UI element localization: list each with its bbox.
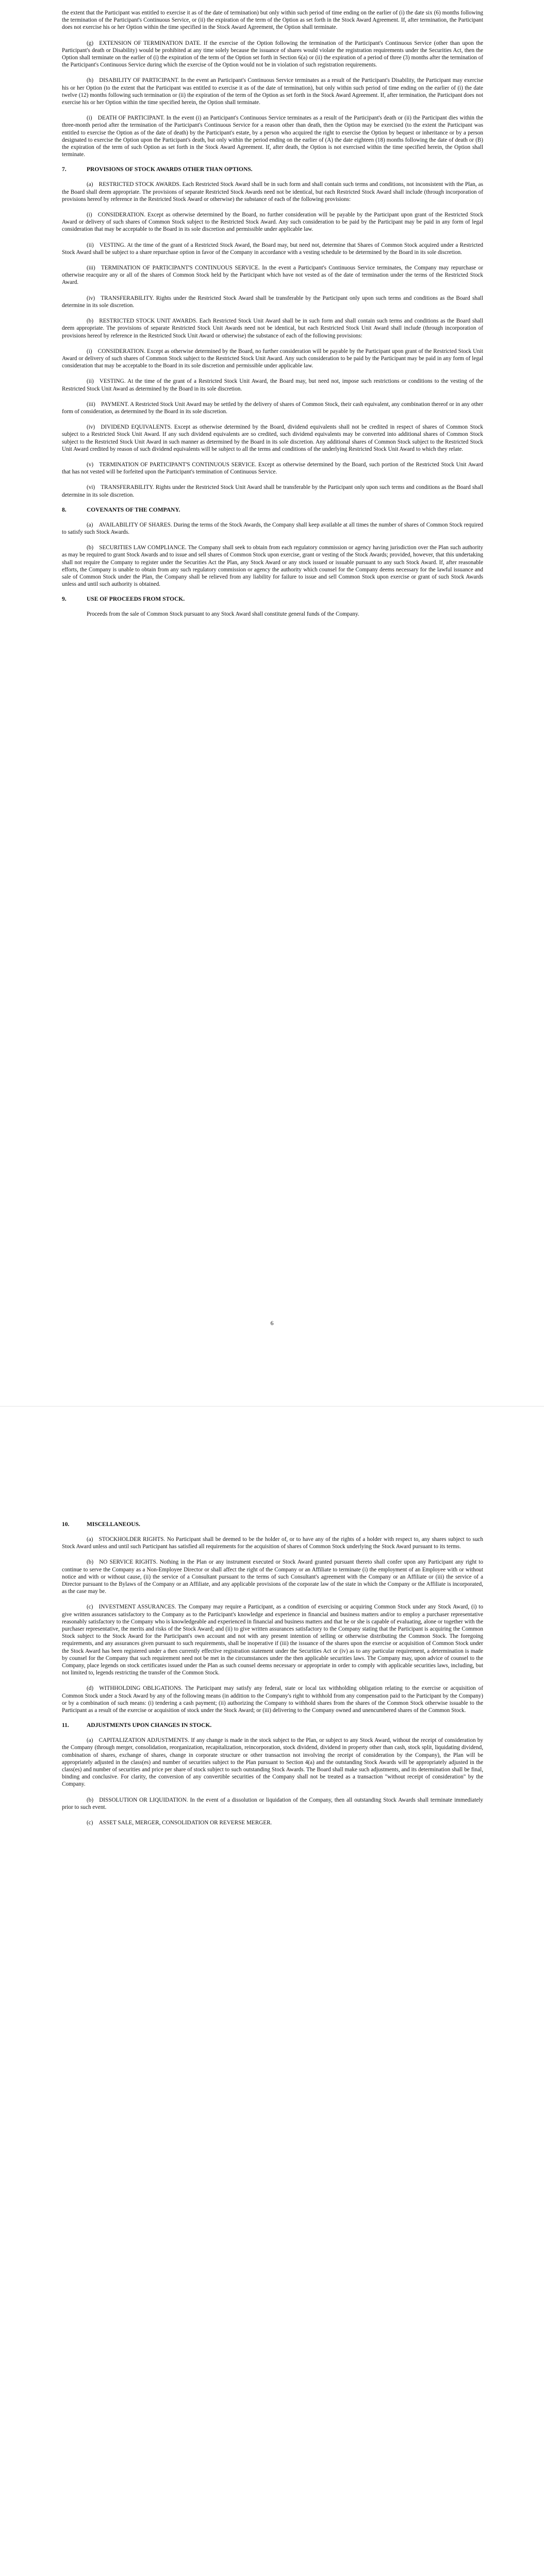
paragraph: (h) DISABILITY OF PARTICIPANT. In the event an Participant's Continuous Service terminates as a result of the Participant's Disability, the Participant may exercise his or her Option (to the extent that the Participant was entitled to exercise it as of the date of termination), but only within such period of time ending on the earlier of (i) the date twelve (12) months following such termination or (ii) the expiration of the term of the Option as set forth in the Stock Award Agreement. If, after termination, the Participant does not exercise his or her Option within the time specified herein, the Option shall terminate.: [62, 77, 483, 106]
paragraph: Proceeds from the sale of Common Stock pursuant to any Stock Award shall constitute general funds of the Company.: [87, 611, 359, 618]
paragraph: (i) DEATH OF PARTICIPANT. In the event (i) an Participant's Continuous Service terminates as a result of the Participant's death or (ii) the Participant dies within the three-month period after the termination of the Participant's Continuous Service for a reason other than death, then the Option may be exercised (to the extent the Participant was entitled to exercise the Option as of the date of death) by the Participant's estate, by a person who acquired the right to exercise the Option by bequest or inheritance or by a person designated to exercise the Option upon the Participant's death, but only within the period ending on the earlier of (A) the date eighteen (18) months following the date of death or (B) the expiration of the term of such Option as set forth in the Stock Award Agreement. If, after death, the Option is not exercised within the time specified herein, the Option shall terminate.: [62, 115, 483, 158]
paragraph: (a) CAPITALIZATION ADJUSTMENTS. If any change is made in the stock subject to the Plan, or subject to any Stock Award, without the receipt of consideration by the Company (through merger, consolidation, reorganization, recapitalization, reincorporation, stock dividend, dividend in property other than cash, stock split, liquidating dividend, combination of shares, exchange of shares, change in corporate structure or other transaction not involving the receipt of consideration by the Company), the Plan will be appropriately adjusted in the class(es) and number of securities subject to the Plan pursuant to Section 4(a) and the outstanding Stock Awards will be appropriately adjusted in the class(es) and number of securities and price per share of stock subject to such outstanding Stock Awards. The Board shall make such adjustments, and its determination shall be final, binding and conclusive. For clarity, the conversion of any convertible securities of the Company shall not be treated as a transaction "without receipt of consideration" by the Company.: [62, 1737, 483, 1788]
section-heading: [62, 1722, 483, 1728]
paragraph: (a) AVAILABILITY OF SHARES. During the terms of the Stock Awards, the Company shall keep available at all times the number of shares of Common Stock required to satisfy such Stock Awards.: [62, 521, 483, 535]
section-number: 10.: [62, 1521, 70, 1528]
section-title: ADJUSTMENTS UPON CHANGES IN STOCK.: [87, 1722, 212, 1729]
paragraph: (iv) TRANSFERABILITY. Rights under the Restricted Stock Award shall be transferable by the Participant only upon such terms and conditions as the Board shall determine in its sole discretion.: [62, 295, 483, 309]
section-heading: [62, 1521, 483, 1528]
section-heading: [62, 507, 483, 513]
paragraph: (b) NO SERVICE RIGHTS. Nothing in the Plan or any instrument executed or Stock Award granted pursuant thereto shall confer upon any Participant any right to continue to serve the Company as a Non-Employee Director or shall affect the right of the Company or an Affiliate to terminate (i) the employment of an Employee with or without notice and with or without cause, (ii) the service of a Consultant pursuant to the terms of such Consultant's agreement with the Company or an Affiliate or (iii) the service of a Director pursuant to the Bylaws of the Company or an Affiliate, and any applicable provisions of the corporate law of the state in which the Company or the Affiliate is incorporated, as the case may be.: [62, 1559, 483, 1595]
section-heading: [62, 166, 483, 173]
paragraph: (a) STOCKHOLDER RIGHTS. No Participant shall be deemed to be the holder of, or to have any of the rights of a holder with respect to, any shares subject to such Stock Award unless and until such Participant has satisfied all requirements for the acquisition of shares of Common Stock underlying the Stock Award pursuant to its terms.: [62, 1536, 483, 1550]
page-7-body: [62, 1517, 483, 1835]
paragraph: (c) ASSET SALE, MERGER, CONSOLIDATION OR REVERSE MERGER.: [87, 1820, 272, 1826]
paragraph: (v) TERMINATION OF PARTICIPANT'S CONTINUOUS SERVICE. Except as otherwise determined by the Board, such portion of the Restricted Stock Unit Award that has not vested will be forfeited upon the Participant's termination of Continuous Service.: [62, 461, 483, 476]
paragraph: (b) RESTRICTED STOCK UNIT AWARDS. Each Restricted Stock Unit Award shall be in such form and shall contain such terms and conditions as the Board shall deem appropriate. The provisions of separate Restricted Stock Unit Awards need not be identical, but each Restricted Stock Unit Award shall include (through incorporation of provisions hereof by reference in the Restricted Stock Unit Award or otherwise) the substance of each of the following provisions:: [62, 318, 483, 339]
section-number: 8.: [62, 506, 67, 513]
paragraph: (g) EXTENSION OF TERMINATION DATE. If the exercise of the Option following the termination of the Participant's Continuous Service (other than upon the Participant's death or Disability) would be prohibited at any time solely because the issuance of shares would violate the registration requirements under the Securities Act, then the Option shall terminate on the earlier of (i) the expiration of the term of the Option set forth in Section 6(a) or (ii) the expiration of a period of three (3) months after the termination of the Participant's Continuous Service during which the exercise of the Option would not be in violation of such registration requirements.: [62, 40, 483, 69]
paragraph: (iii) PAYMENT. A Restricted Stock Unit Award may be settled by the delivery of shares of Common Stock, their cash equivalent, any combination thereof or in any other form of consideration, as determined by the Board in its sole discretion.: [62, 401, 483, 415]
section-number: 7.: [62, 166, 67, 173]
paragraph: the extent that the Participant was entitled to exercise it as of the date of termination) but only within such period of time ending on the earlier of (i) the date six (6) months following the termination of the Participant's Continuous Service, or (ii) the expiration of the term of the Option as set forth in the Stock Award Agreement. If, after termination, the Participant does not exercise his or her Option within the time specified in the Stock Award Agreement, the Option shall terminate.: [62, 10, 483, 31]
paragraph: (iv) DIVIDEND EQUIVALENTS. Except as otherwise determined by the Board, dividend equivalents shall not be credited in respect of shares of Common Stock subject to a Restricted Stock Unit Award. If any such dividend equivalents are so credited, such dividend equivalents may be converted into additional shares of Common Stock subject to the Restricted Stock Unit Award in such manner as determined by the Board in its sole discretion. Any additional shares of Common Stock subject to the Restricted Stock Unit Award credited by reason of such dividend equivalents will be subject to all the terms and conditions of the underlying Restricted Stock Unit Award to which they relate.: [62, 424, 483, 452]
paragraph: (d) WITHHOLDING OBLIGATIONS. The Participant may satisfy any federal, state or local tax withholding obligation relating to the exercise or acquisition of Common Stock under a Stock Award by any of the following means (in addition to the Company's right to withhold from any compensation paid to the Participant by the Company) or by a combination of such means: (i) tendering a cash payment; (ii) authorizing the Company to withhold shares from the shares of the Common Stock otherwise issuable to the Participant as a result of the exercise or acquisition of stock under the Stock Award; or (iii) delivering to the Company owned and unencumbered shares of the Common Stock.: [62, 1685, 483, 1714]
paragraph: (ii) VESTING. At the time of the grant of a Restricted Stock Unit Award, the Board may, but need not, impose such restrictions or conditions to the vesting of the Restricted Stock Unit Award as determined by the Board in its sole discretion.: [62, 378, 483, 392]
paragraph: (b) DISSOLUTION OR LIQUIDATION. In the event of a dissolution or liquidation of the Company, then all outstanding Stock Awards shall terminate immediately prior to such event.: [62, 1797, 483, 1810]
paragraph: (iii) TERMINATION OF PARTICIPANT'S CONTINUOUS SERVICE. In the event a Participant's Continuous Service terminates, the Company may repurchase or otherwise reacquire any or all of the shares of Common Stock held by the Participant which have not vested as of the date of termination under the terms of the Restricted Stock Award.: [62, 265, 483, 286]
section-title: PROVISIONS OF STOCK AWARDS OTHER THAN OPTIONS.: [87, 166, 253, 173]
paragraph: (b) SECURITIES LAW COMPLIANCE. The Company shall seek to obtain from each regulatory commission or agency having jurisdiction over the Plan such authority as may be required to grant Stock Awards and to issue and sell shares of Common Stock upon exercise, grant or vesting of the Stock Awards; provided, however, that this undertaking shall not require the Company to register under the Securities Act the Plan, any Stock Award or any stock issued or issuable pursuant to any such Stock Award. If, after reasonable efforts, the Company is unable to obtain from any such regulatory commission or agency the authority which counsel for the Company deems necessary for the lawful issuance and sale of Common Stock under the Plan, the Company shall be relieved from any liability for failure to issue and sell Common Stock upon exercise or grant of such Stock Awards unless and until such authority is obtained.: [62, 545, 483, 588]
section-number: 9.: [62, 596, 67, 603]
section-title: MISCELLANEOUS.: [87, 1521, 140, 1528]
section-title: COVENANTS OF THE COMPANY.: [87, 506, 180, 513]
paragraph: (a) RESTRICTED STOCK AWARDS. Each Restricted Stock Award shall be in such form and shall contain such terms and conditions, not inconsistent with the Plan, as the Board shall deem appropriate. The provisions of separate Restricted Stock Awards need not be identical, but each Restricted Stock Award shall include (through incorporation of provisions hereof by reference in the Restricted Stock Award or otherwise) the substance of each of the following provisions:: [62, 181, 483, 202]
section-heading: [62, 596, 483, 602]
page-6-body: [62, 9, 483, 626]
paragraph: (vi) TRANSFERABILITY. Rights under the Restricted Stock Unit Award shall be transferable by the Participant only upon such terms and conditions as the Board shall determine in its sole discretion.: [62, 484, 483, 498]
section-number: 11.: [62, 1722, 69, 1729]
paragraph: (ii) VESTING. At the time of the grant of a Restricted Stock Award, the Board may, but need not, determine that Shares of Common Stock acquired under a Restricted Stock Award shall be subject to a share repurchase option in favor of the Company in accordance with a vesting schedule to be determined by the Board in its sole discretion.: [62, 242, 483, 256]
paragraph: (i) CONSIDERATION. Except as otherwise determined by the Board, no further consideration will be payable by the Participant upon grant of the Restricted Stock Unit Award or delivery of such shares of Common Stock subject to the Restricted Stock Unit Award. Any such consideration to be paid by the Participant may be paid in any form of legal consideration that may be acceptable to the Board in its sole discretion and permissible under applicable law.: [62, 348, 483, 369]
section-title: USE OF PROCEEDS FROM STOCK.: [87, 596, 185, 603]
paragraph: (i) CONSIDERATION. Except as otherwise determined by the Board, no further consideration will be payable by the Participant upon grant of the Restricted Stock Award or delivery of such shares of Common Stock subject to the Restricted Stock Award. Any such consideration to be paid by the Participant may be paid in any form of legal consideration that may be acceptable to the Board in its sole discretion and permissible under applicable law.: [62, 212, 483, 233]
document-page-7: [0, 1406, 544, 2576]
paragraph: (c) INVESTMENT ASSURANCES. The Company may require a Participant, as a condition of exercising or acquiring Common Stock under any Stock Award, (i) to give written assurances satisfactory to the Company as to the Participant's knowledge and experience in financial and business matters and/or to employ a purchaser representative reasonably satisfactory to the Company who is knowledgeable and experienced in financial and business matters and that he or she is capable of evaluating, alone or together with the purchaser representative, the merits and risks of the Stock Award; and (ii) to give written assurances satisfactory to the Company stating that the Participant is acquiring the Common Stock subject to the Stock Award for the Participant's own account and not with any present intention of selling or otherwise distributing the Common Stock. The foregoing requirements, and any assurances given pursuant to such requirements, shall be inoperative if (iii) the issuance of the shares upon the exercise or acquisition of Common Stock under the Stock Award has been registered under a then currently effective registration statement under the Securities Act or (iv) as to any particular requirement, a determination is made by counsel for the Company that such requirement need not be met in the circumstances under the then applicable securities laws. The Company may, upon advice of counsel to the Company, place legends on stock certificates issued under the Plan as such counsel deems necessary or appropriate in order to comply with applicable securities laws, including, but not limited to, legends restricting the transfer of the Common Stock.: [62, 1604, 483, 1676]
page-number: 6: [270, 1320, 274, 1327]
